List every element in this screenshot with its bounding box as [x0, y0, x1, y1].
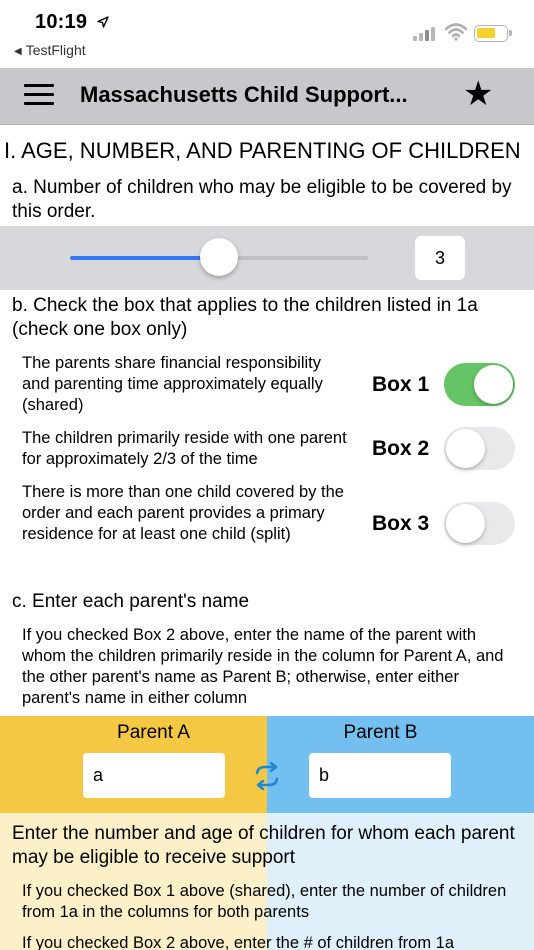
- question-c-instructions: If you checked Box 2 above, enter the name of the parent with whom the children primarily reside in the column for Parent A, and the other parent's name as Parent B; otherwise, enter either parent's name in either column: [22, 626, 504, 707]
- box-3-description: There is more than one child covered by the order and each parent provides a primary residence for at least one child (split): [22, 483, 344, 543]
- toggle-knob: [474, 365, 513, 404]
- box-3-label: Box 3: [372, 512, 430, 535]
- wifi-icon: [445, 23, 467, 41]
- question-c-text: c. Enter each parent's name: [12, 591, 250, 612]
- parent-b-header: Parent B: [343, 722, 418, 743]
- box-2-label: Box 2: [372, 437, 430, 460]
- cellular-signal-icon: [413, 27, 435, 41]
- swap-parents-icon[interactable]: [253, 762, 281, 790]
- box-1-label: Box 1: [372, 373, 430, 396]
- box-3-toggle[interactable]: [444, 502, 515, 545]
- parent-a-header: Parent A: [117, 722, 190, 743]
- back-triangle-icon: ◀: [14, 46, 22, 57]
- favorite-star-icon[interactable]: ★: [463, 75, 494, 113]
- parent-b-name-input[interactable]: [309, 753, 451, 798]
- menu-icon[interactable]: [24, 84, 54, 106]
- children-note-1: If you checked Box 1 above (shared), enter the number of children from 1a in the columns for both parents: [22, 882, 507, 921]
- children-count-value: 3: [415, 236, 465, 280]
- box-2-description: The children primarily reside with one parent for approximately 2/3 of the time: [22, 429, 347, 468]
- status-time: [35, 11, 109, 34]
- parent-a-name-input[interactable]: [83, 753, 225, 798]
- time-text: 10:19: [35, 11, 88, 33]
- toggle-knob: [446, 504, 485, 543]
- back-app-label: TestFlight: [25, 42, 86, 58]
- box-2-toggle[interactable]: [444, 427, 515, 470]
- children-section-text: Enter the number and age of children for whom each parent may be eligible to receive support: [12, 823, 515, 868]
- page-title: Massachusetts Child Support...: [80, 82, 408, 107]
- slider-fill: [70, 256, 219, 260]
- children-count-panel: [0, 226, 534, 290]
- slider-thumb[interactable]: [200, 238, 238, 276]
- status-bar: [0, 0, 534, 68]
- battery-icon: [474, 25, 508, 42]
- question-b-text: b. Check the box that applies to the children listed in 1a (check one box only): [12, 295, 478, 340]
- children-note-2: If you checked Box 2 above, enter the # of children from 1a: [22, 934, 455, 950]
- navigation-bar: [0, 68, 534, 125]
- box-1-description: The parents share financial responsibility and parenting time approximately equally (shared): [22, 354, 323, 414]
- question-a-text: a. Number of children who may be eligible to be covered by this order.: [12, 177, 512, 222]
- back-to-app-link[interactable]: [14, 42, 86, 58]
- box-1-toggle[interactable]: [444, 363, 515, 406]
- section-title: I. AGE, NUMBER, AND PARENTING OF CHILDREN: [4, 138, 521, 163]
- location-arrow-icon: [97, 16, 109, 28]
- toggle-knob: [446, 429, 485, 468]
